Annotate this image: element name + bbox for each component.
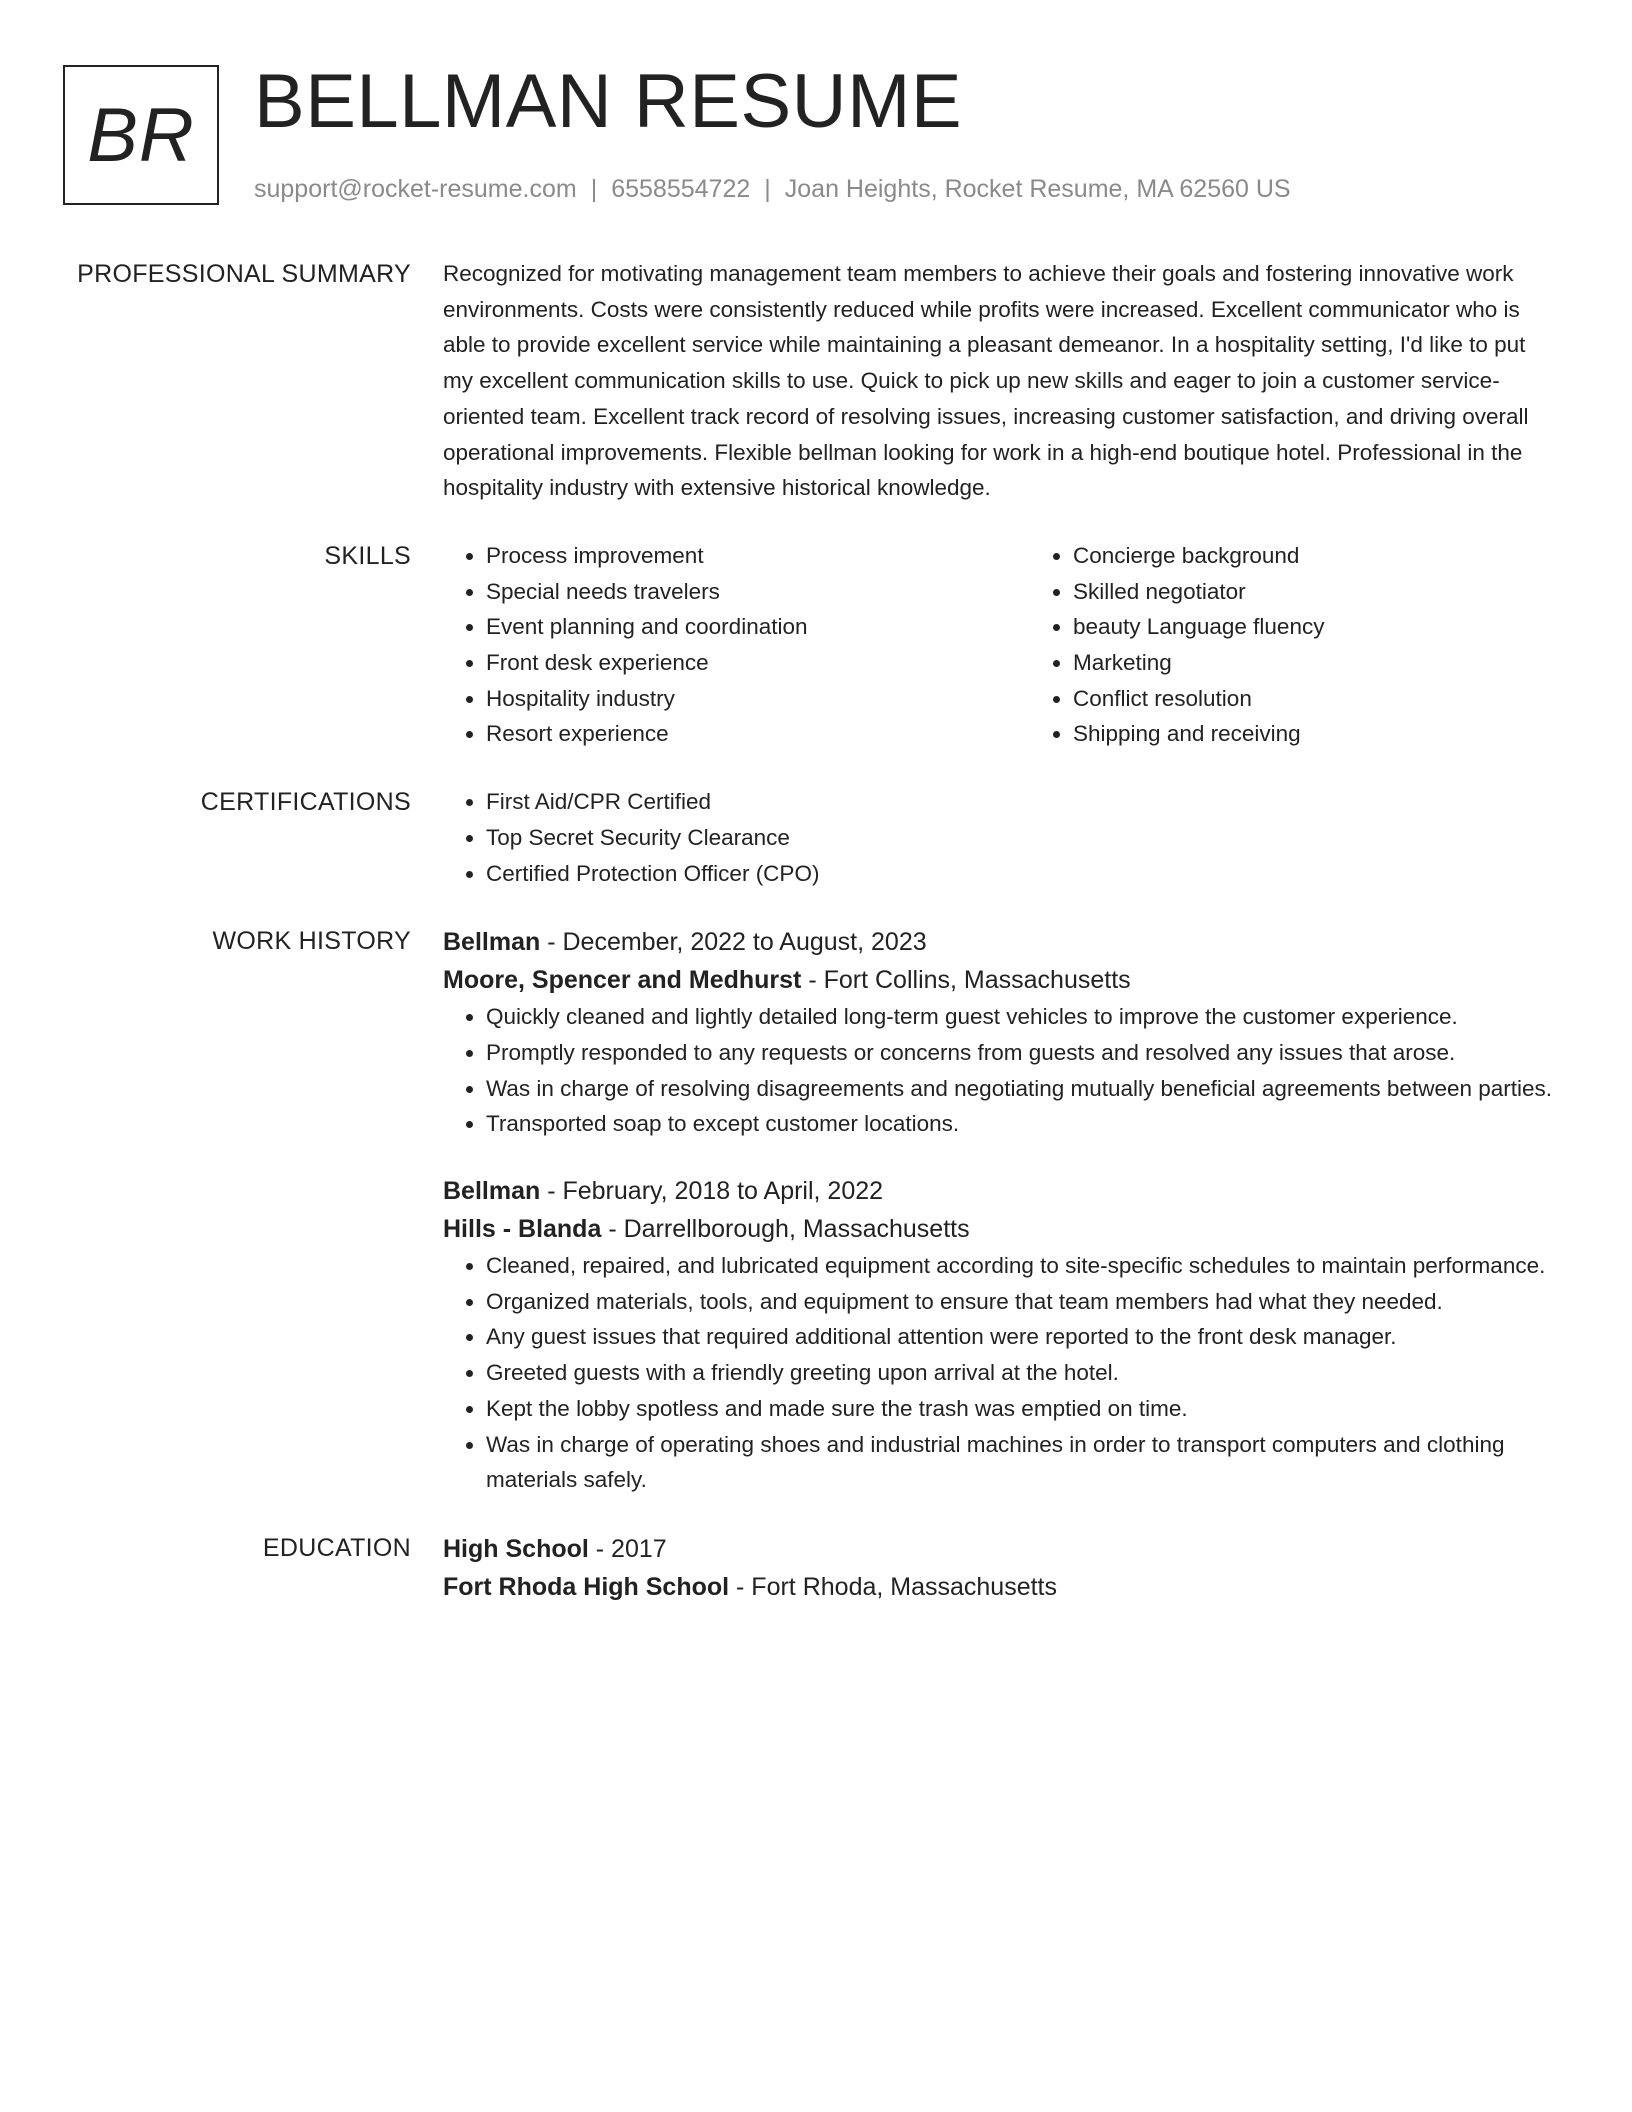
job-duty-item: • Cleaned, repaired, and lubricated equipment according to site-specific schedules to maintain performance. (486, 1248, 1555, 1284)
skill-item: • Resort experience (486, 716, 1030, 752)
job-duties-list (443, 1248, 1555, 1498)
education-degree-line (443, 1530, 1555, 1568)
certification-item: • Certified Protection Officer (CPO) (486, 856, 1555, 892)
contact-separator: | (764, 175, 771, 203)
section-label-certifications: CERTIFICATIONS (200, 788, 411, 817)
work-history-section (0, 923, 1632, 1498)
skills-list-left (443, 538, 1030, 752)
job-duty-item: • Any guest issues that required additional attention were reported to the front desk manager. (486, 1319, 1555, 1355)
education-body (443, 1530, 1555, 1606)
section-label-summary: PROFESSIONAL SUMMARY (77, 260, 411, 288)
section-label-work-history: WORK HISTORY (212, 927, 411, 956)
job-location: - Fort Collins, Massachusetts (801, 966, 1131, 995)
skill-item: • Process improvement (486, 538, 1030, 574)
job-duties-list (443, 999, 1555, 1142)
skill-item: • Shipping and receiving (1073, 716, 1617, 752)
job-duty-item: • Quickly cleaned and lightly detailed long-term guest vehicles to improve the customer experience. (486, 999, 1555, 1035)
skill-item: • Skilled negotiator (1073, 574, 1617, 610)
job-duty-item: • Transported soap to except customer locations. (486, 1106, 1555, 1142)
section-label-skills: SKILLS (324, 541, 411, 570)
skills-columns (443, 538, 1555, 752)
job-company-line (443, 961, 1555, 999)
skill-item: • Concierge background (1073, 538, 1617, 574)
contact-line (254, 170, 1291, 208)
education-location: - Fort Rhoda, Massachusetts (729, 1572, 1057, 1601)
skill-item: • beauty Language fluency (1073, 609, 1617, 645)
certifications-list (443, 784, 1555, 891)
contact-phone[interactable]: 6558554722 (611, 175, 751, 203)
job-location: - Darrellborough, Massachusetts (601, 1215, 970, 1244)
skill-item: • Conflict resolution (1073, 681, 1617, 717)
skills-list-right (1030, 538, 1617, 752)
education-school: Fort Rhoda High School (443, 1572, 730, 1601)
skills-body (443, 538, 1555, 752)
job-dates: - December, 2022 to August, 2023 (540, 928, 927, 957)
skill-item: • Event planning and coordination (486, 609, 1030, 645)
skill-item: • Front desk experience (486, 645, 1030, 681)
certifications-section (0, 784, 1632, 891)
job-entry (443, 1172, 1555, 1498)
section-label-education: EDUCATION (262, 1533, 411, 1562)
monogram-logo (63, 65, 219, 205)
contact-address: Joan Heights, Rocket Resume, MA 62560 US (784, 175, 1291, 203)
job-duty-item: • Greeted guests with a friendly greeting upon arrival at the hotel. (486, 1355, 1555, 1391)
monogram-initials: BR (87, 92, 195, 178)
education-degree: High School (443, 1534, 589, 1563)
summary-section (0, 256, 1632, 506)
job-company: Hills - Blanda (443, 1215, 602, 1244)
job-company: Moore, Spencer and Medhurst (443, 966, 802, 995)
education-school-line (443, 1568, 1555, 1606)
job-duty-item: • Was in charge of resolving disagreements and negotiating mutually beneficial agreements between parties. (486, 1071, 1555, 1107)
certifications-body (443, 784, 1555, 891)
skill-item: • Special needs travelers (486, 574, 1030, 610)
job-duty-item: • Kept the lobby spotless and made sure the trash was emptied on time. (486, 1391, 1555, 1427)
job-title-line (443, 923, 1555, 961)
education-section (0, 1530, 1632, 1606)
job-company-line (443, 1210, 1555, 1248)
job-duty-item: • Was in charge of operating shoes and industrial machines in order to transport computers and clothing materials safely. (486, 1427, 1555, 1498)
resume-title: BELLMAN RESUME (254, 59, 963, 144)
skills-section (0, 538, 1632, 752)
skill-item: • Hospitality industry (486, 681, 1030, 717)
job-dates: - February, 2018 to April, 2022 (540, 1177, 884, 1206)
education-year: - 2017 (588, 1534, 667, 1563)
job-duty-item: • Organized materials, tools, and equipment to ensure that team members had what they needed. (486, 1284, 1555, 1320)
job-title: Bellman (443, 928, 541, 957)
resume-sections (0, 256, 1632, 1638)
certification-item: • First Aid/CPR Certified (486, 784, 1555, 820)
work-history-body (443, 923, 1555, 1498)
contact-separator: | (590, 175, 598, 203)
job-duty-item: • Promptly responded to any requests or concerns from guests and resolved any issues that arose. (486, 1035, 1555, 1071)
job-entry (443, 923, 1555, 1142)
summary-text: Recognized for motivating management team members to achieve their goals and fostering innovative work environments. Costs were consistently reduced while profits were increased. Excellent communicator who is able to provide excellent service while maintaining a pleasant demeanor. In a hospitality setting, I'd like to put my excellent communication skills to use. Quick to pick up new skills and eager to join a customer service-oriented team. Excellent track record of resolving issues, increasing customer satisfaction, and driving overall operational improvements. Flexible bellman looking for work in a high-end boutique hotel. Professional in the hospitality industry with extensive historical knowledge. (443, 261, 1529, 501)
contact-email[interactable]: support@rocket-resume.com (254, 175, 577, 203)
job-title-line (443, 1172, 1555, 1210)
skill-item: • Marketing (1073, 645, 1617, 681)
summary-body (443, 256, 1555, 506)
job-title: Bellman (443, 1177, 541, 1206)
certification-item: • Top Secret Security Clearance (486, 820, 1555, 856)
